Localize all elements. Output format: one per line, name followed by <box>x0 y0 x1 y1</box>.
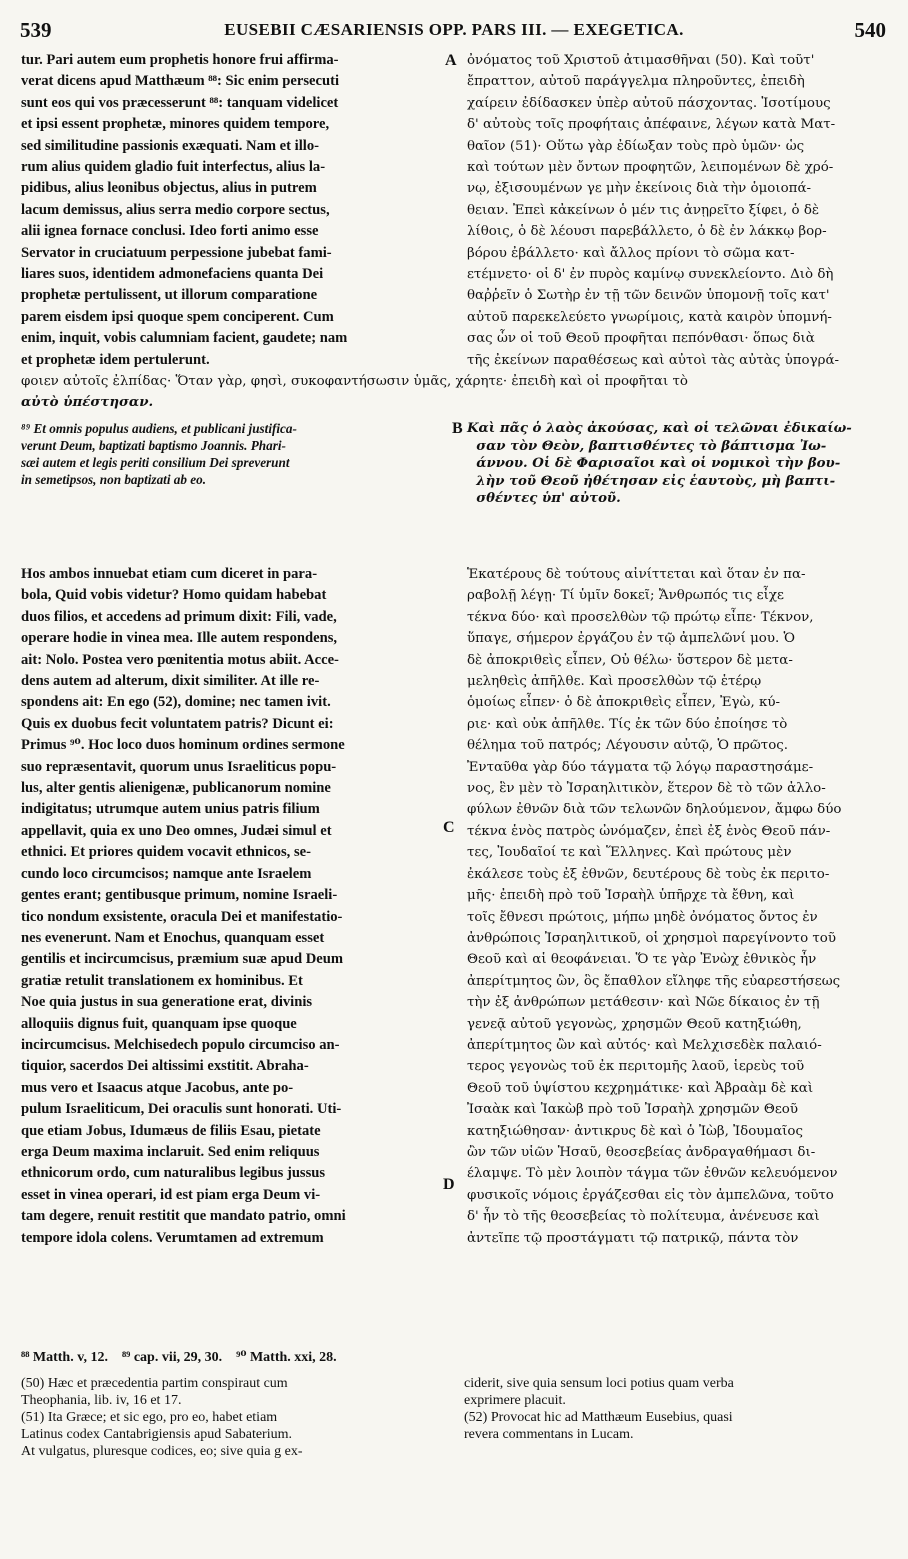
margin-marker-b: B <box>452 420 463 437</box>
footnotes-left: (50) Hæc et præcedentia partim conspiraut cum Theophania, lib. iv, 16 et 17. (51) Ita Græce; et sic ego, pro eo, habet etiam Latinus codex Cantabrigiensis apud Sabaterium. At vulgatus, pluresque codices, eo; sive quia g ex- <box>21 1376 303 1459</box>
running-header <box>0 18 908 46</box>
latin-column-bottom: Hos ambos innuebat etiam cum diceret in para- bola, Quid vobis videtur? Homo quidam habebat duos filios, et accedens ad primum dixit: Fili, vade, operare hodie in vinea mea. Ille autem respondens, ait: Nolo. Postea vero pœnitentia motus abiit. Acce- dens autem ad alterum, dixit similiter. At ille re- spondens ait: En ego (52), domine; nec tamen ivit. Quis ex duobus fecit voluntatem patris? Dicunt ei: Primus ⁹⁰. Hoc loco duos hominum ordines sermone suo repræsentavit, quorum unus Israeliticus popu- lus, alter gentis alienigenæ, publicanorum nomine indigitatus; utrumque autem unius patris filium appellavit, quia ex uno Deo omnes, Judæi simul et ethnici. Et priores quidem vocavit ethnicos, se- cundo loco circumcisos; namque ante Israelem gentes erant; gentibusque primum, nomine Israeli- tico nondum exsistente, oracula Dei et manifestatio- nes evenerunt. Nam et Enochus, quanquam esset gentilis et incircumcisus, præmium suæ apud Deum gratiæ retulit translationem ex hominibus. Et Noe quia justus in sua generatione erat, divinis alloquiis dignus fuit, quanquam ipse quoque incircumcisus. Melchisedech populo circumciso an- tiquior, sacerdos Dei altissimi exstitit. Abraha- mus vero et Isaacus atque Jacobus, ante po- pulum Israeliticum, Dei oraculis sunt honorati. Uti- que etiam Jobus, Idumæus de filiis Esau, pietate erga Deum maxima inclaruit. Sed enim reliquus ethnicorum ordo, cum naturalibus legibus jussus esset in vinea operari, id est piam erga Deum vi- tam degere, renuit restitit que mandato patrio, omni tempore idola colens. Verumtamen ad extremum <box>21 566 346 1246</box>
latin-column-top: tur. Pari autem eum prophetis honore frui affirma- verat dicens apud Matthæum ⁸⁸: Sic enim persecuti sunt eos qui vos præcesserunt ⁸⁸: tanquam videlicet et ipsi essent prophetæ, minores quidem tempore, sed similitudine passionis exæquati. Nam et illo- rum alius quidem gladio fuit interfectus, alius la- pidibus, alius leonibus objectus, alius in putrem lacum demissus, alius serra medio corpore sectus, alii ignea fornace conclusi. Ideo forti animo esse Servator in cruciatuum perpessione jubebat fami- liares suos, identidem admonefaciens quanta Dei prophetæ pertulissent, ut illorum comparatione parem eisdem ipsi quoque spem conciperent. Cum enim, inquit, vobis calumniam facient, gaudete; nam et prophetæ idem pertulerunt. <box>21 52 348 368</box>
greek-column-bottom: Ἑκατέρους δὲ τούτους αἰνίττεται καὶ ὅταν ἐν πα- ραβολῇ λέγῃ· Τί ὑμῖν δοκεῖ; Ἄνθρωπός τις εἶχε τέκνα δύο· καὶ προσελθὼν τῷ πρώτῳ εἶπε· Τέκνον, ὕπαγε, σήμερον ἐργάζου ἐν τῷ ἀμπελῶνί μου. Ὁ δὲ ἀποκριθεὶς εἶπεν, Οὐ θέλω· ὕστερον δὲ μετα- μεληθεὶς ἀπῆλθε. Καὶ προσελθὼν τῷ ἑτέρῳ ὁμοίως εἶπεν· ὁ δὲ ἀποκριθεὶς εἶπεν, Ἐγὼ, κύ- ριε· καὶ οὐκ ἀπῆλθε. Τίς ἐκ τῶν δύο ἐποίησε τὸ θέλημα τοῦ πατρός; Λέγουσιν αὐτῷ, Ὁ πρῶτος. Ἐνταῦθα γὰρ δύο τάγματα τῷ λόγῳ παραστησάμε- νος, ἓν μὲν τὸ Ἰσραηλιτικὸν, ἕτερον δὲ τὸ τῶν ἀλλο- φύλων ἐθνῶν διὰ τῶν τελωνῶν δηλούμενον, ἄμφω δύο τέκνα ἑνὸς πατρὸς ὠνόμαζεν, ἐπεὶ ἐξ ἑνὸς Θεοῦ πάν- τες, Ἰουδαῖοί τε καὶ Ἕλληνες. Καὶ πρώτους μὲν ἐκάλεσε τοὺς ἐξ ἐθνῶν, δευτέρους δὲ τοὺς ἐκ περιτο- μῆς· ἐπειδὴ πρὸ τοῦ Ἰσραὴλ ὑπῆρχε τὰ ἔθνη, καὶ τοῖς ἔθνεσι πρώτοις, μήπω μηδὲ ὀνόματος ὄντος ἐν ἀνθρώποις Ἰσραηλιτικοῦ, οἱ χρησμοὶ παρεγίνοντο τοῦ Θεοῦ καὶ αἱ θεοφάνειαι. Ὅ τε γὰρ Ἐνὼχ ἐθνικὸς ἦν ἀπερίτμητος ὢν, ὃς ἔπαθλον εἴληφε τῆς εὐαρεστήσεως τὴν ἐξ ἀνθρώπων μετάθεσιν· καὶ Νῶε δίκαιος ἐν τῇ γενεᾷ αὐτοῦ γεγονὼς, χρησμῶν Θεοῦ κατηξιώθη, ἀπερίτμητος ὢν καὶ αὐτός· καὶ Μελχισεδὲκ παλαιό- τερος γεγονὼς τοῦ ἐκ περιτομῆς λαοῦ, ἱερεὺς τοῦ Θεοῦ τοῦ ὑψίστου κεχρημάτικε· καὶ Ἀβραὰμ δὲ καὶ Ἰσαὰκ καὶ Ἰακὼβ πρὸ τοῦ Ἰσραὴλ χρησμῶν Θεοῦ κατηξιώθησαν· ἀντικρυς δὲ καὶ ὁ Ἰὼβ, Ἰδουμαῖος ὢν τῶν υἱῶν Ἡσαῦ, θεοσεβείας ἀνδραγαθήμασι δι- έλαμψε. Τὸ μὲν λοιπὸν τάγμα τῶν ἐθνῶν κελευόμενον φυσικοῖς νόμοις ἐργάζεσθαι εἰς τὸν ἀμπελῶνα, τοῦτο δ' ἦν τὸ τῆς θεοσεβείας τὸ πολίτευμα, ἀνένευσε καὶ ἀντεῖπε τῷ προστάγματι τῷ πατρικῷ, πάντα τὸν <box>467 567 842 1246</box>
greek-column-top: ὀνόματος τοῦ Χριστοῦ ἀτιμασθῆναι (50). Καὶ τοῦτ' ἔπραττον, αὐτοῦ παράγγελμα πληροῦντες, ἐπειδὴ χαίρειν ἐδίδασκεν ὑπὲρ αὐτοῦ πάσχοντας. Ἰσοτίμους δ' αὐτοὺς τοῖς προφήταις ἀπέφαινε, λέγων κατὰ Ματ- θαῖον (51)· Οὕτω γὰρ ἐδίωξαν τοὺς πρὸ ὑμῶν· ὡς καὶ τούτων μὲν ὄντων προφητῶν, λειπομένων δὲ χρό- νῳ, ἐξισουμένων γε μὴν ἐκείνοις διὰ τὴν ὁμοιοπά- θειαν. Ἐπεὶ κἀκείνων ὁ μέν τις ἀνῃρεῖτο ξίφει, ὁ δὲ λίθοις, ὁ δὲ λέουσι παρεβάλλετο, ὁ δὲ ἐν λάκκῳ βορ- βόρου ἐβάλλετο· καὶ ἄλλος πρίονι τὸ σῶμα κατ- ετέμνετο· οἱ δ' ἐν πυρὸς καμίνῳ συνεκλείοντο. Διὸ δὴ θαῤῥεῖν ὁ Σωτὴρ ἐν τῇ τῶν δεινῶν ὑπομονῇ τοῖς κατ' αὐτοῦ παρεκελεύετο γνωρίμοις, κατὰ καιρὸν ὑπομνή- σας ὧν οἱ τοῦ Θεοῦ προφῆται πεπόνθασι· ὅπως διὰ τῆς ἐκείνων παραθέσεως καὶ αὐτοὶ τὰς αὐτὰς ὑπογρά- <box>467 53 840 368</box>
margin-marker-a: A <box>445 52 457 69</box>
greek-full-width-line-1: φοιεν αὐτοῖς ἐλπίδας· Ὅταν γὰρ, φησὶ, συκοφαντήσωσιν ὑμᾶς, χάρητε· ἐπειδὴ καὶ οἱ προφῆται τὸ <box>21 374 688 389</box>
greek-full-width-line-2: αὐτὸ ὑπέστησαν. <box>21 394 154 410</box>
margin-marker-c: C <box>443 819 455 836</box>
page-number-left: 539 <box>20 18 52 42</box>
scripture-references: ⁸⁸ Matth. v, 12. ⁸⁹ cap. vii, 29, 30. ⁹⁰ Matth. xxi, 28. <box>21 1350 337 1365</box>
greek-scripture-quote: Καὶ πᾶς ὁ λαὸς ἀκούσας, καὶ οἱ τελῶναι ἐδικαίω- σαν τὸν Θεὸν, βαπτισθέντες τὸ βάπτισμα Ἰω- άννου. Οἱ δὲ Φαρισαῖοι καὶ οἱ νομικοὶ τὴν βου- λὴν τοῦ Θεοῦ ἠθέτησαν εἰς ἑαυτοὺς, μὴ βαπτι- σθέντες ὑπ' αὐτοῦ. <box>467 421 852 507</box>
footnotes-right: ciderit, sive quia sensum loci potius quam verba exprimere placuit. (52) Provocat hic ad Matthæum Eusebius, quasi revera commentans in Lucam. <box>464 1376 734 1442</box>
page-number-right: 540 <box>854 18 886 42</box>
latin-scripture-quote: ⁸⁹ Et omnis populus audiens, et publicani justifica- verunt Deum, baptizati baptismo Joannis. Phari- sæi autem et legis periti consilium Dei spreverunt in semetipsos, non baptizati ab eo. <box>21 421 297 487</box>
margin-marker-d: D <box>443 1176 455 1193</box>
running-title: EUSEBII CÆSARIENSIS OPP. PARS III. — EXEGETICA. <box>224 20 684 39</box>
